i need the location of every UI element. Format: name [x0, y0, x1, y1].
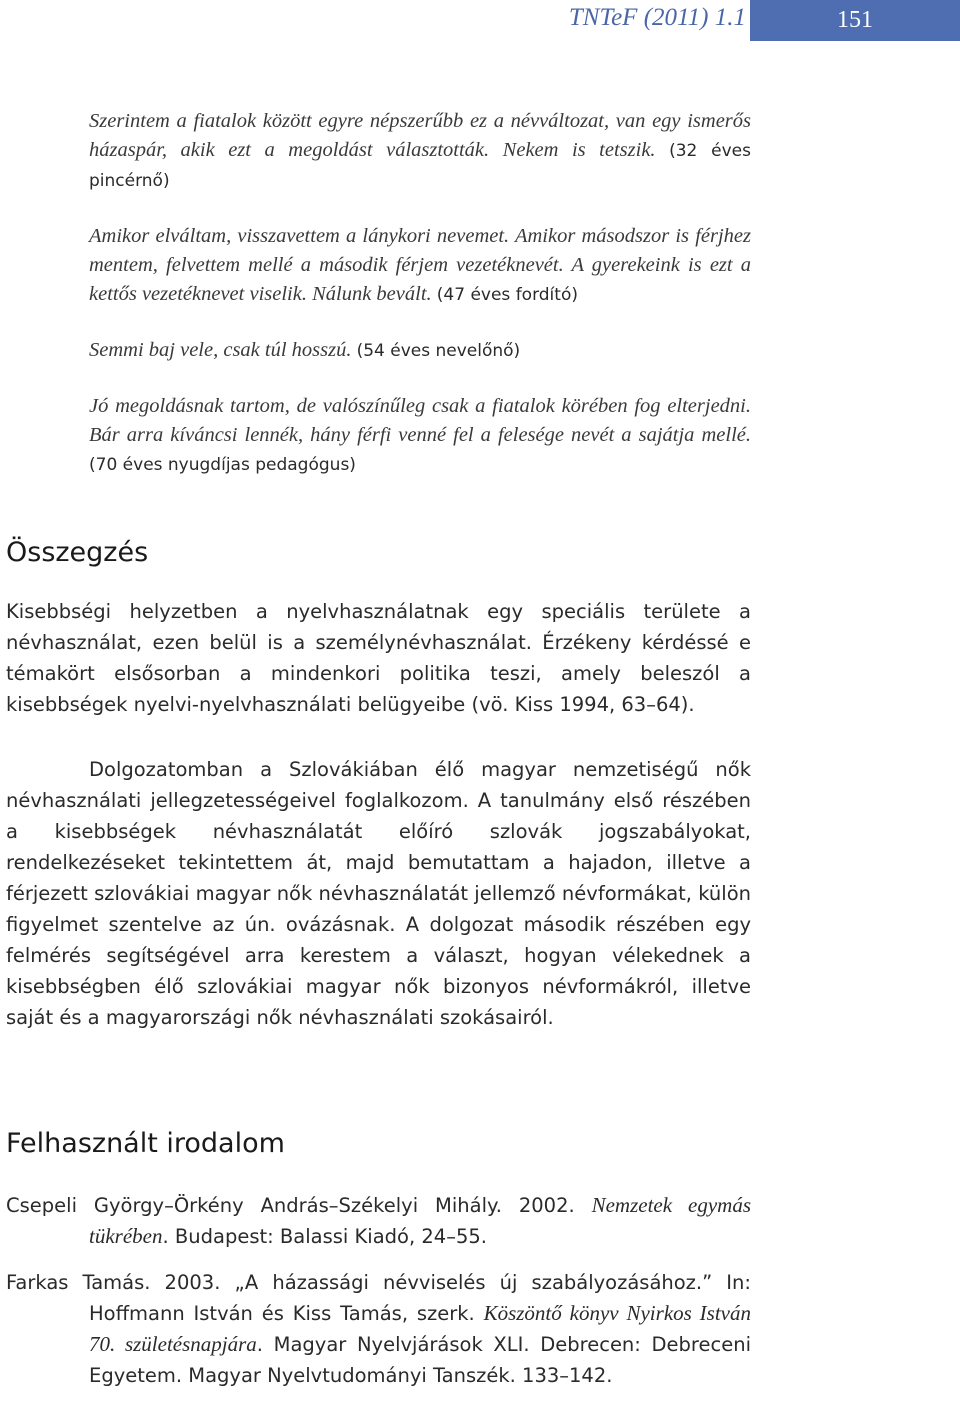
section-heading-summary: Összegzés	[6, 537, 149, 568]
summary-paragraph: Kisebbségi helyzetben a nyelvhasználatnak egy speciális területe a névhasználat, ezen belül is a személynévhasználat. Érzékeny kérdéssé e témakört elsősorban a mindenkori politika teszi, amely beleszól a kisebbségek nyelvi-nyelvhasználati belügyeibe (vö. Kiss 1994, 63–64).	[6, 600, 751, 716]
quote-source: (54 éves nevelőnő)	[356, 341, 521, 361]
reference-title: Köszöntő könyv Nyirkos István 70. születésnapjára	[89, 1301, 752, 1356]
quote-block	[89, 222, 751, 310]
quote-block	[89, 392, 751, 480]
page-number: 151	[837, 7, 873, 33]
quote-source: (32 éves pincérnő)	[89, 141, 751, 191]
quote-block	[89, 107, 751, 196]
reference-authors: Farkas Tamás. 2003. „A házassági névviselés új szabályozásához.” In: Hoffmann István és Kiss Tamás, szerk.	[6, 1271, 751, 1325]
journal-header: TNTeF (2011) 1.1	[568, 4, 746, 31]
quote-text: Semmi baj vele, csak túl hosszú.	[89, 339, 352, 361]
quote-text: Szerintem a fiatalok között egyre népszerűbb ez a névváltozat, van egy ismerős házaspár, akik ezt a megoldást választották. Nekem is tetszik.	[89, 110, 751, 161]
reference-authors: Csepeli György–Örkény András–Székelyi Mihály. 2002.	[6, 1194, 592, 1217]
summary-paragraph: Dolgozatomban a Szlovákiában élő magyar nemzetiségű nők névhasználati jellegzetességeivel foglalkozom. A tanulmány első részében a kisebbségek névhasználatát előíró szlovák jogszabályokat, rendelkezéseket tekintettem át, majd bemutattam a hajadon, illetve a férjezett szlovákiai magyar nők névhasználatát jellemző névformákat, külön figyelmet szentelve az ún. ovázásnak. A dolgozat második részében egy felmérés segítségével arra kerestem a választ, hogyan vélekednek a kisebbségben élő szlovákiai magyar nők bizonyos névformákról, illetve saját és a magyarországi nők névhasználati szokásairól.	[6, 758, 751, 1029]
quote-block	[89, 336, 751, 366]
quote-source: (47 éves fordító)	[436, 285, 578, 305]
quote-source: (70 éves nyugdíjas pedagógus)	[89, 455, 356, 475]
reference-item	[6, 1267, 751, 1391]
reference-title: Nemzetek egymás tükrében	[89, 1193, 751, 1248]
page-number-box	[750, 0, 960, 41]
quote-text: Amikor elváltam, visszavettem a lánykori nevemet. Amikor másodszor is férjhez mentem, felvettem mellé a második férjem vezetéknevét. A gyerekeink is ezt a kettős vezetéknevet viselik. Nálunk bevált.	[89, 225, 751, 305]
section-heading-references: Felhasznált irodalom	[6, 1128, 285, 1159]
reference-publication: . Magyar Nyelvjárások XLI. Debrecen: Debreceni Egyetem. Magyar Nyelvtudományi Tanszék. 133–142.	[89, 1333, 751, 1387]
quote-text: Jó megoldásnak tartom, de valószínűleg csak a fiatalok körében fog elterjedni. Bár arra kíváncsi lennék, hány férfi venné fel a felesége nevét a sajátja mellé.	[89, 395, 751, 446]
reference-publication: . Budapest: Balassi Kiadó, 24–55.	[162, 1225, 487, 1248]
reference-item	[6, 1190, 751, 1252]
